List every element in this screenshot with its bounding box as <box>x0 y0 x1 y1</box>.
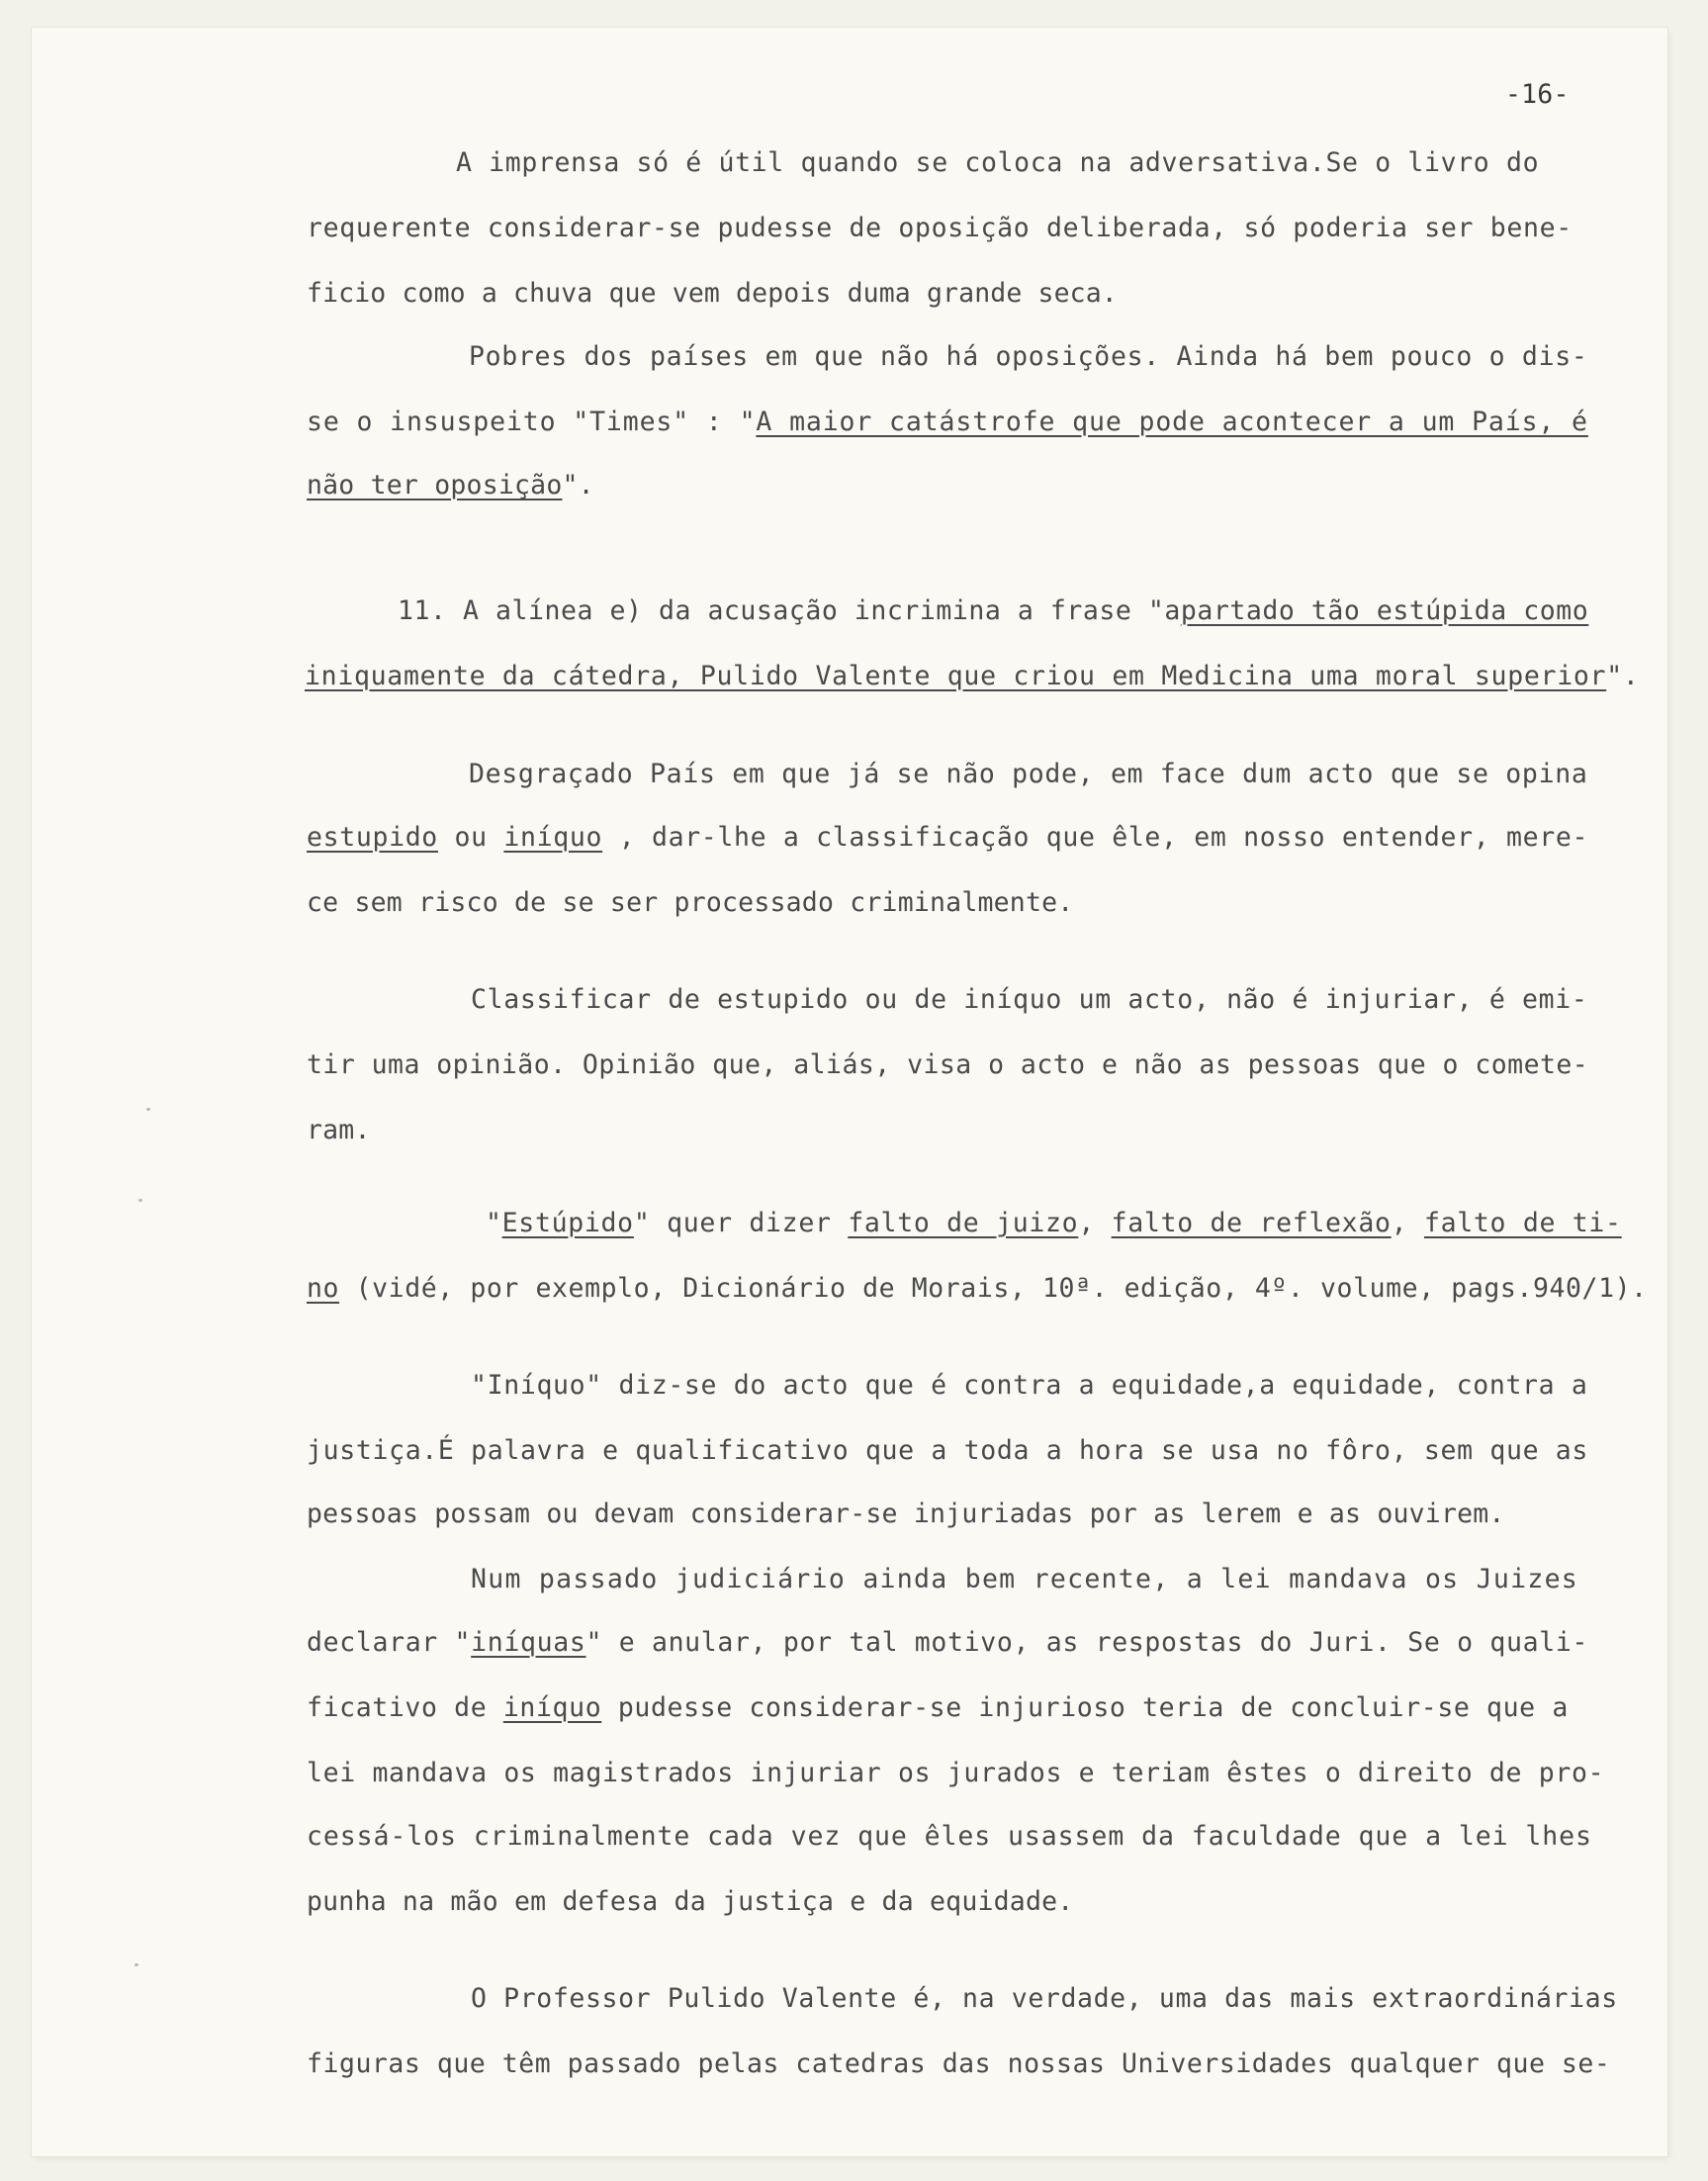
paper-speck <box>135 1963 138 1966</box>
text-line <box>398 596 1588 626</box>
text-line <box>307 279 1118 309</box>
underlined-phrase: falto de reflexão <box>1111 1208 1392 1238</box>
text-run: Desgraçado País em que já se não pode, em face dum acto que se opina <box>469 759 1588 789</box>
underlined-phrase: falto de ti- <box>1423 1208 1622 1238</box>
text-run: " <box>486 1208 502 1238</box>
underlined-phrase: iniquamente da cátedra, Pulido Valente que criou em Medicina uma moral superior <box>305 661 1607 691</box>
text-run: 11. A alínea e) da acusação incrimina a frase "a <box>398 595 1181 626</box>
underlined-phrase: iníquo <box>503 822 603 853</box>
text-line <box>307 471 594 500</box>
text-run: ou <box>437 822 504 853</box>
text-run: A imprensa só é útil quando se coloca na adversativa.Se o livro do <box>456 147 1540 178</box>
text-run: " quer dizer <box>633 1208 849 1238</box>
text-run: Pobres dos países em que não há oposições. Ainda há bem pouco o dis- <box>469 341 1588 372</box>
text-run: declarar " <box>307 1627 472 1658</box>
paper-speck <box>146 1108 150 1111</box>
underlined-phrase: partado tão estúpida como <box>1180 595 1589 626</box>
text-run: tir uma opinião. Opinião que, aliás, visa o acto e não as pessoas que o comete- <box>307 1049 1589 1080</box>
text-line <box>471 985 1588 1015</box>
text-run: ". <box>562 470 594 500</box>
text-run: O Professor Pulido Valente é, na verdade, uma das mais extraordinárias <box>471 1983 1618 2014</box>
underlined-phrase: estupido <box>307 822 438 853</box>
text-run: "Iníquo" diz-se do acto que é contra a equidade,a equidade, contra a <box>471 1370 1588 1401</box>
text-line <box>486 1209 1622 1238</box>
text-run: , <box>1078 1208 1112 1238</box>
text-line <box>307 408 1588 437</box>
text-run: , dar-lhe a classificação que êle, em nosso entender, mere- <box>602 822 1589 853</box>
text-line <box>307 1274 1648 1304</box>
text-line <box>307 1050 1588 1080</box>
underlined-phrase: iníquas <box>471 1627 586 1658</box>
text-line <box>469 760 1588 789</box>
text-run: (vidé, por exemplo, Dicionário de Morais, 10ª. edição, 4º. volume, pags.940/1). <box>339 1273 1648 1304</box>
text-line <box>471 1565 1578 1594</box>
text-run: " e anular, por tal motivo, as respostas do Juri. Se o quali- <box>585 1627 1589 1658</box>
text-run: ". <box>1606 661 1640 691</box>
text-line <box>307 1628 1588 1658</box>
text-run: cessá-los criminalmente cada vez que êles usassem da faculdade que a lei lhes <box>307 1821 1592 1852</box>
text-run: ficativo de <box>307 1692 503 1723</box>
text-line <box>305 662 1640 691</box>
text-run: Classificar de estupido ou de iníquo um acto, não é injuriar, é emi- <box>471 984 1588 1015</box>
text-line <box>307 1759 1604 1788</box>
underlined-phrase: Estúpido <box>501 1208 634 1238</box>
text-line <box>307 1693 1569 1723</box>
text-run: Num passado judiciário ainda bem recente, a lei mandava os Juizes <box>471 1564 1579 1594</box>
text-run: justiça.É palavra e qualificativo que a toda a hora se usa no fôro, sem que as <box>307 1435 1589 1466</box>
text-run: , <box>1391 1208 1424 1238</box>
text-line <box>307 823 1588 853</box>
underlined-phrase: falto de juizo <box>848 1208 1079 1238</box>
text-run: ficio como a chuva que vem depois duma grande seca. <box>307 278 1118 309</box>
text-line <box>307 888 1073 918</box>
text-line <box>307 1822 1592 1852</box>
text-run: requerente considerar-se pudesse de oposição deliberada, só poderia ser bene- <box>307 213 1573 243</box>
text-run: se o insuspeito "Times" : " <box>307 407 757 437</box>
text-line <box>307 1887 1073 1917</box>
text-run: ce sem risco de se ser processado criminalmente. <box>307 887 1074 918</box>
text-line <box>307 1116 371 1145</box>
text-run: lei mandava os magistrados injuriar os jurados e teriam êstes o direito de pro- <box>307 1758 1605 1788</box>
paper-speck <box>138 1199 142 1202</box>
underlined-phrase: não ter oposição <box>307 470 563 500</box>
text-line <box>307 1499 1505 1529</box>
text-run: punha na mão em defesa da justiça e da equidade. <box>307 1886 1074 1917</box>
page-number: -16- <box>1505 79 1570 110</box>
text-line <box>307 214 1573 243</box>
text-line <box>307 2049 1610 2079</box>
text-run: pessoas possam ou devam considerar-se injuriadas por as lerem e as ouvirem. <box>307 1499 1505 1529</box>
text-line <box>471 1984 1618 2014</box>
text-line <box>307 1436 1588 1466</box>
underlined-phrase: A maior catástrofe que pode acontecer a um País, é <box>756 407 1588 437</box>
text-run: figuras que têm passado pelas catedras das nossas Universidades qualquer que se- <box>307 2048 1611 2079</box>
text-line <box>471 1371 1588 1401</box>
text-line <box>456 148 1539 178</box>
text-run: ram. <box>307 1115 371 1145</box>
underlined-phrase: no <box>307 1273 340 1304</box>
text-run: pudesse considerar-se injurioso teria de concluir-se que a <box>601 1692 1569 1723</box>
text-line <box>469 342 1588 372</box>
underlined-phrase: iníquo <box>502 1692 602 1723</box>
